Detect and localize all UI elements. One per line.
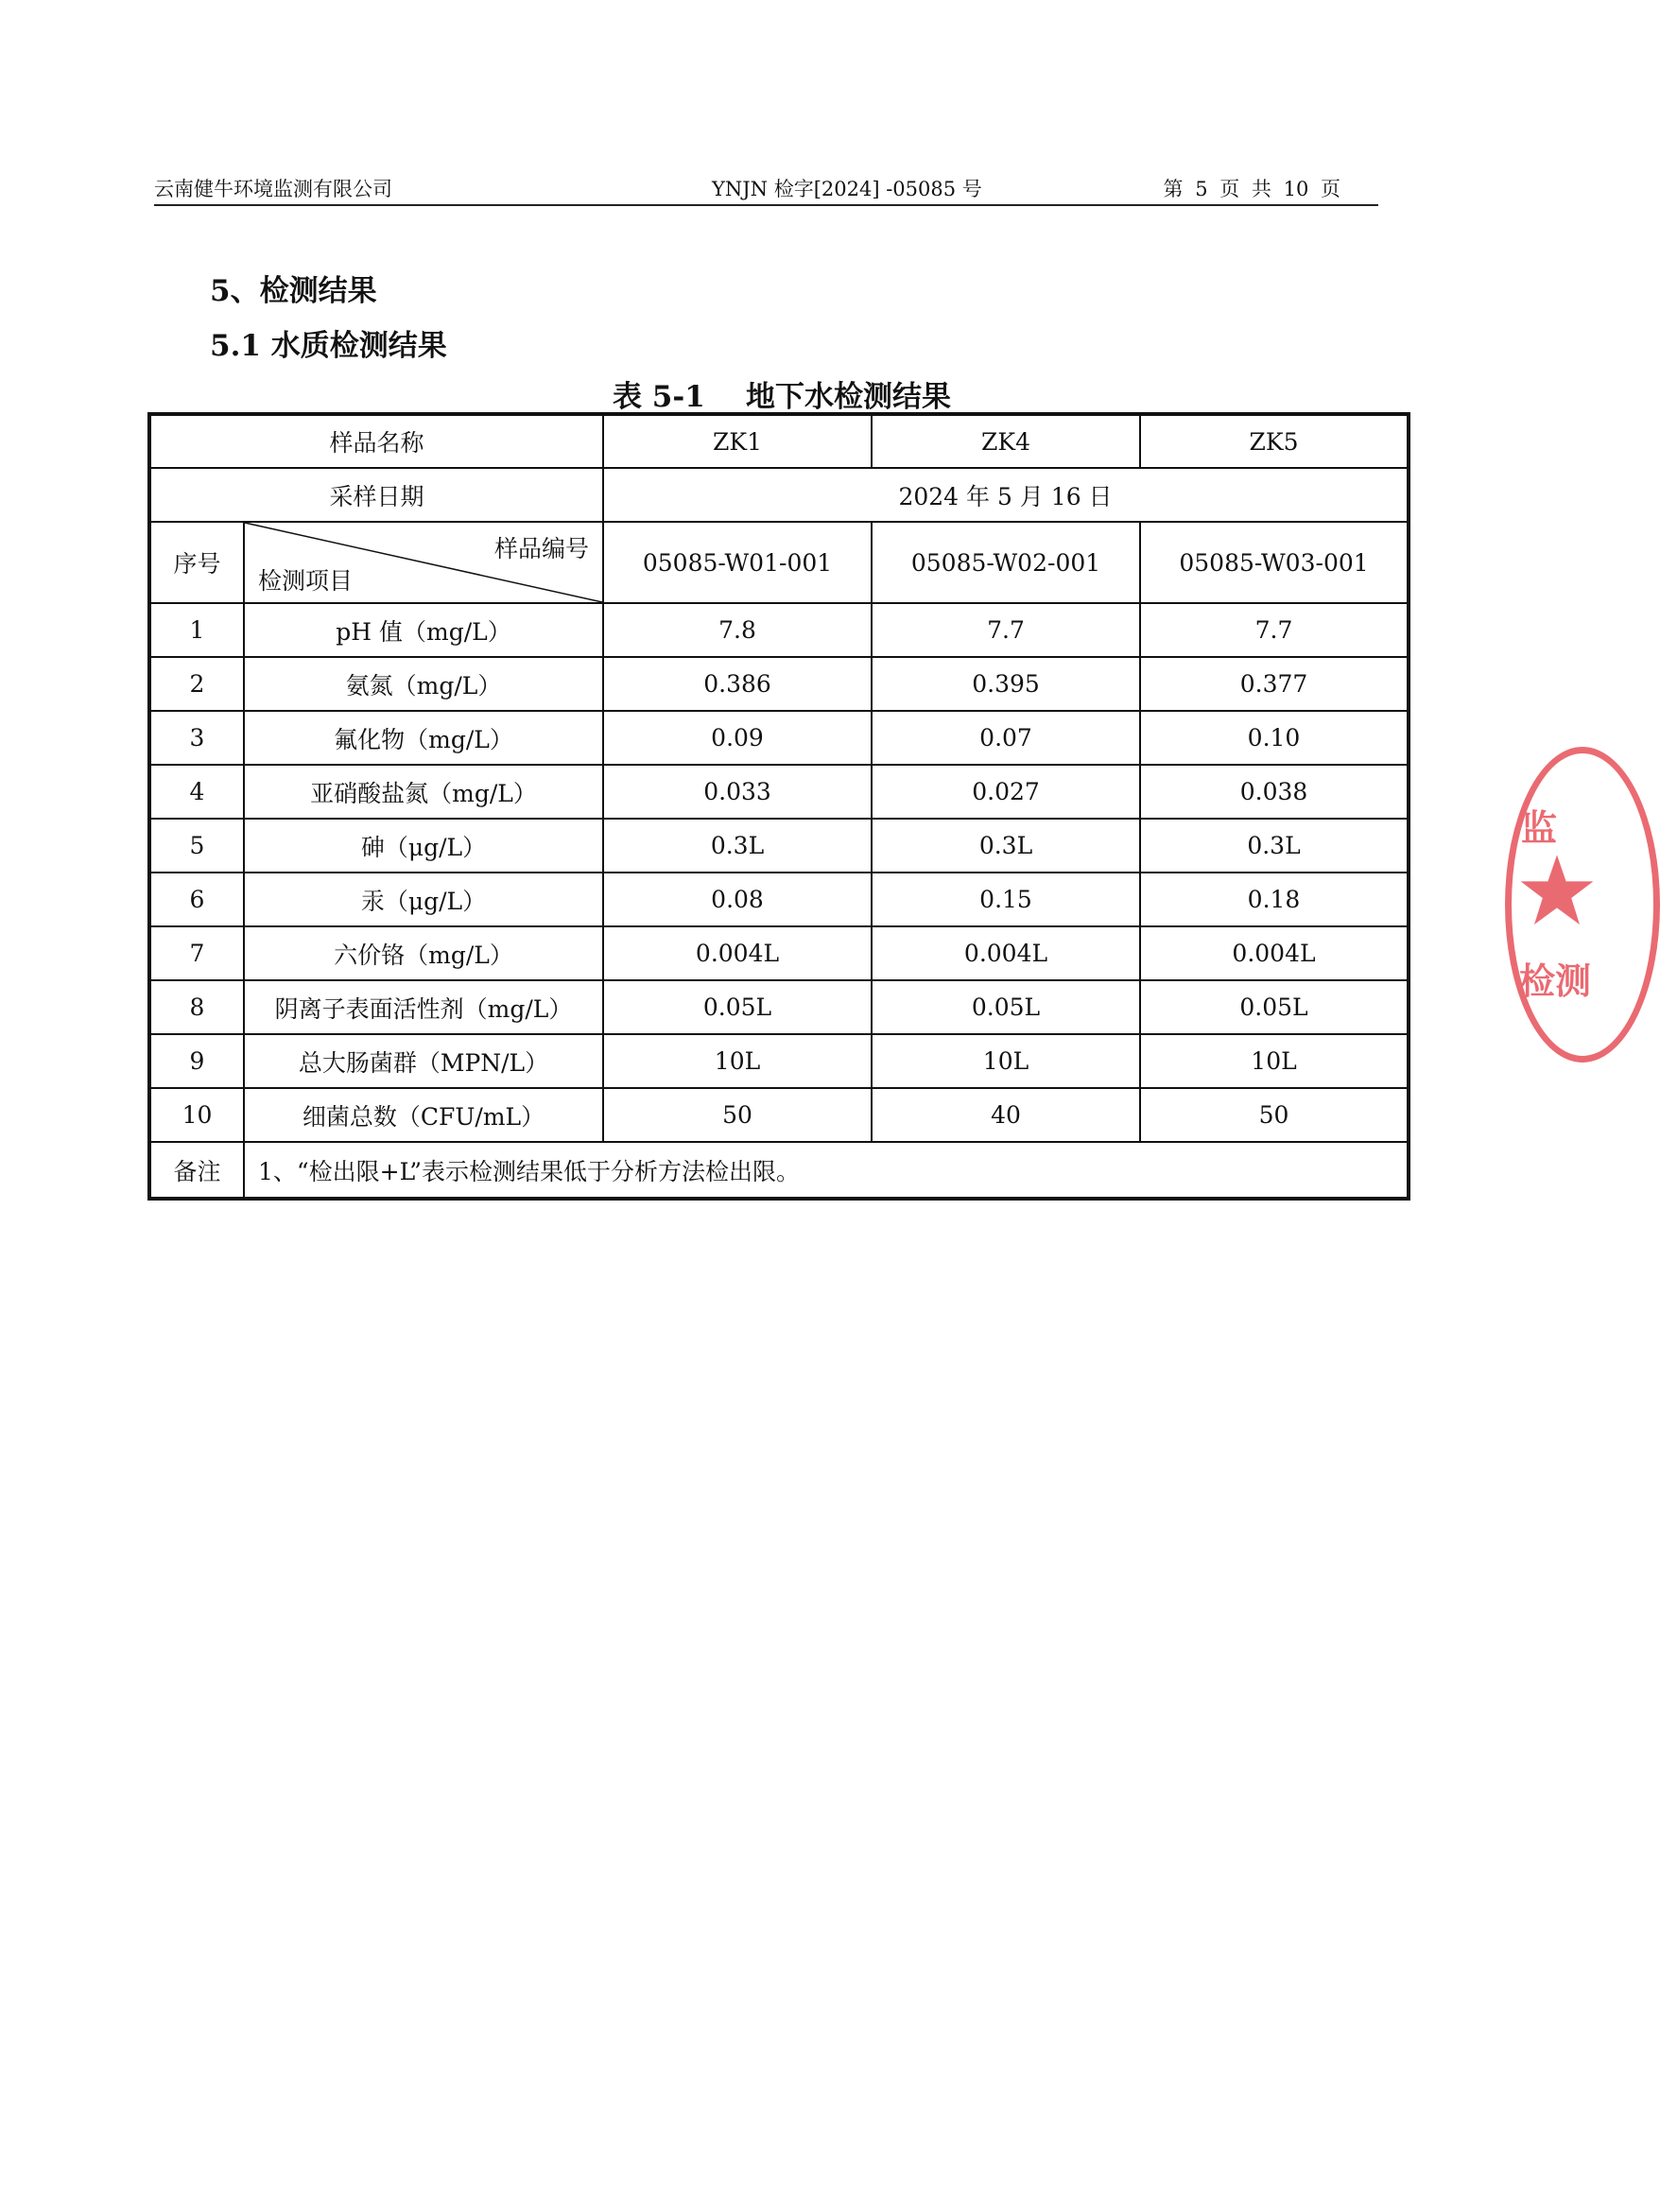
row-number: 6	[149, 873, 244, 926]
row-number: 1	[149, 603, 244, 657]
table-row	[149, 414, 1409, 468]
test-item: 总大肠菌群（MPN/L）	[244, 1034, 603, 1088]
sample-code-cell: 05085-W03-001	[1140, 522, 1409, 603]
test-item: 汞（μg/L）	[244, 873, 603, 926]
test-item-label: 检测项目	[258, 567, 354, 595]
result-value: 0.18	[1140, 873, 1409, 926]
table-row	[149, 926, 1409, 980]
page-header	[154, 176, 1378, 206]
seal-text-bottom: 检测	[1519, 959, 1592, 1002]
row-number: 10	[149, 1088, 244, 1142]
result-value: 0.05L	[1140, 980, 1409, 1034]
result-value: 50	[1140, 1088, 1409, 1142]
result-value: 0.386	[603, 657, 872, 711]
test-item: 亚硝酸盐氮（mg/L）	[244, 765, 603, 819]
test-item: pH 值（mg/L）	[244, 603, 603, 657]
table-caption: 表 5-1 地下水检测结果	[613, 380, 951, 414]
result-value: 0.3L	[872, 819, 1140, 873]
result-value: 0.377	[1140, 657, 1409, 711]
seal-text-top: 监	[1521, 806, 1558, 849]
result-value: 0.15	[872, 873, 1140, 926]
result-value: 0.004L	[1140, 926, 1409, 980]
table-row	[149, 603, 1409, 657]
result-value: 0.08	[603, 873, 872, 926]
table-row	[149, 468, 1409, 522]
sampling-date-value: 2024 年 5 月 16 日	[603, 468, 1409, 522]
note-text: 1、“检出限+L”表示检测结果低于分析方法检出限。	[244, 1142, 1409, 1199]
result-value: 0.033	[603, 765, 872, 819]
sample-name-cell: ZK5	[1140, 414, 1409, 468]
row-number: 9	[149, 1034, 244, 1088]
result-value: 50	[603, 1088, 872, 1142]
test-item: 细菌总数（CFU/mL）	[244, 1088, 603, 1142]
results-table	[147, 412, 1410, 1201]
test-item: 六价铬（mg/L）	[244, 926, 603, 980]
result-value: 0.004L	[603, 926, 872, 980]
result-value: 0.09	[603, 711, 872, 765]
note-label: 备注	[149, 1142, 244, 1199]
result-value: 0.10	[1140, 711, 1409, 765]
sampling-date-label: 采样日期	[149, 468, 603, 522]
result-value: 0.05L	[872, 980, 1140, 1034]
test-item: 阴离子表面活性剂（mg/L）	[244, 980, 603, 1034]
test-item: 氟化物（mg/L）	[244, 711, 603, 765]
row-number: 3	[149, 711, 244, 765]
result-value: 0.05L	[603, 980, 872, 1034]
result-value: 7.8	[603, 603, 872, 657]
table-row	[149, 819, 1409, 873]
result-value: 40	[872, 1088, 1140, 1142]
result-value: 0.395	[872, 657, 1140, 711]
result-value: 0.027	[872, 765, 1140, 819]
table-row	[149, 522, 1409, 603]
row-number: 5	[149, 819, 244, 873]
table-row	[149, 980, 1409, 1034]
subsection-title: 5.1 水质检测结果	[210, 329, 447, 363]
sample-code-cell: 05085-W02-001	[872, 522, 1140, 603]
table-row	[149, 657, 1409, 711]
result-value: 10L	[603, 1034, 872, 1088]
row-number: 2	[149, 657, 244, 711]
report-number: YNJN 检字[2024] -05085 号	[712, 178, 982, 200]
sample-name-label: 样品名称	[149, 414, 603, 468]
seq-label: 序号	[149, 522, 244, 603]
result-value: 7.7	[1140, 603, 1409, 657]
table-row	[149, 1088, 1409, 1142]
table-row	[149, 1142, 1409, 1199]
table-row	[149, 765, 1409, 819]
test-item: 砷（μg/L）	[244, 819, 603, 873]
diagonal-header-cell	[244, 522, 603, 603]
sample-name-cell: ZK1	[603, 414, 872, 468]
row-number: 4	[149, 765, 244, 819]
star-icon	[1519, 853, 1595, 928]
sample-code-label: 样品编号	[494, 535, 590, 562]
row-number: 7	[149, 926, 244, 980]
test-item: 氨氮（mg/L）	[244, 657, 603, 711]
section-title: 5、检测结果	[210, 274, 377, 308]
result-value: 0.3L	[603, 819, 872, 873]
sample-name-cell: ZK4	[872, 414, 1140, 468]
result-value: 0.07	[872, 711, 1140, 765]
result-value: 0.3L	[1140, 819, 1409, 873]
table-row	[149, 1034, 1409, 1088]
company-name: 云南健牛环境监测有限公司	[154, 178, 392, 200]
row-number: 8	[149, 980, 244, 1034]
official-seal	[1505, 747, 1660, 1063]
result-value: 0.038	[1140, 765, 1409, 819]
result-value: 0.004L	[872, 926, 1140, 980]
page-number: 第 5 页 共 10 页	[1163, 178, 1340, 200]
result-value: 10L	[872, 1034, 1140, 1088]
table-row	[149, 711, 1409, 765]
sample-code-cell: 05085-W01-001	[603, 522, 872, 603]
table-row	[149, 873, 1409, 926]
result-value: 7.7	[872, 603, 1140, 657]
result-value: 10L	[1140, 1034, 1409, 1088]
